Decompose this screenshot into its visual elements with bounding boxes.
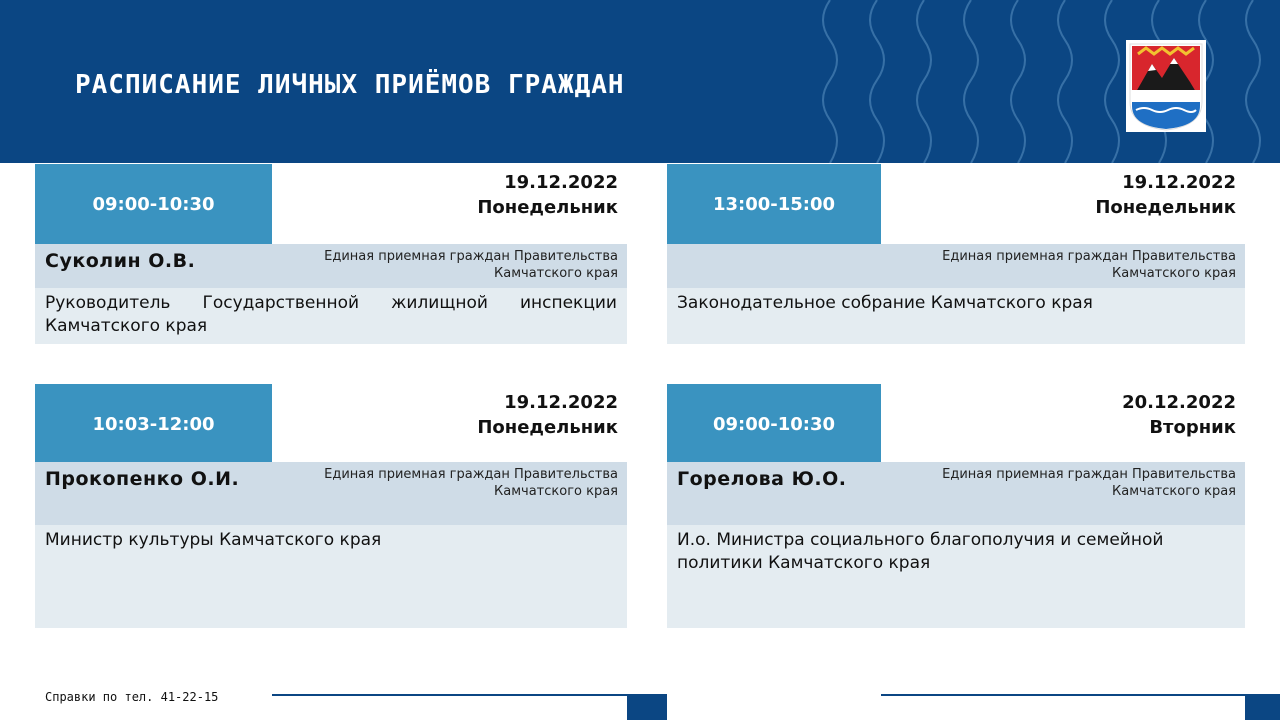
official-position: И.о. Министра социального благополучия и семейной политики Камчатского края: [677, 530, 1164, 573]
position-row: [35, 288, 627, 344]
date: 19.12.2022: [504, 172, 618, 193]
name-row: [35, 244, 627, 288]
official-name: Прокопенко О.И.: [45, 468, 240, 490]
footer-block: [1245, 694, 1280, 720]
footer-divider: [272, 694, 627, 696]
weekday: Вторник: [1149, 417, 1236, 438]
date: 19.12.2022: [1122, 172, 1236, 193]
kamchatka-coat-of-arms-icon: [1126, 40, 1206, 132]
date-block: [477, 390, 618, 440]
official-name: Горелова Ю.О.: [677, 468, 847, 490]
footer-divider: [881, 694, 1245, 696]
reception-office: Единая приемная граждан Правительства Камчатского края: [942, 249, 1236, 281]
date: 19.12.2022: [504, 392, 618, 413]
date-block: [1122, 390, 1236, 440]
page-title: РАСПИСАНИЕ ЛИЧНЫХ ПРИЁМОВ ГРАЖДАН: [75, 70, 625, 100]
header-banner: [0, 0, 1280, 163]
date: 20.12.2022: [1122, 392, 1236, 413]
time-slot: 13:00-15:00: [667, 164, 881, 244]
weekday: Понедельник: [477, 417, 618, 438]
official-position: Министр культуры Камчатского края: [45, 530, 382, 550]
official-position: Руководитель Государственной жилищной инспекции Камчатского края: [45, 293, 617, 336]
weekday: Понедельник: [1095, 197, 1236, 218]
reception-office: Единая приемная граждан Правительства Камчатского края: [324, 249, 618, 281]
date-block: [1095, 170, 1236, 220]
position-row: [667, 288, 1245, 344]
official-name: Суколин О.В.: [45, 250, 196, 272]
footer-block: [627, 694, 667, 720]
reception-office: Единая приемная граждан Правительства Камчатского края: [942, 467, 1236, 499]
reception-office: Единая приемная граждан Правительства Камчатского края: [324, 467, 618, 499]
name-row: [667, 244, 1245, 288]
position-row: [667, 525, 1245, 628]
official-position: Законодательное собрание Камчатского края: [677, 293, 1093, 313]
time-slot: 09:00-10:30: [667, 384, 881, 464]
name-row: [667, 462, 1245, 525]
footer-phone: Справки по тел. 41-22-15: [45, 690, 219, 704]
weekday: Понедельник: [477, 197, 618, 218]
position-row: [35, 525, 627, 628]
time-slot: 10:03-12:00: [35, 384, 272, 464]
time-slot: 09:00-10:30: [35, 164, 272, 244]
name-row: [35, 462, 627, 525]
date-block: [477, 170, 618, 220]
